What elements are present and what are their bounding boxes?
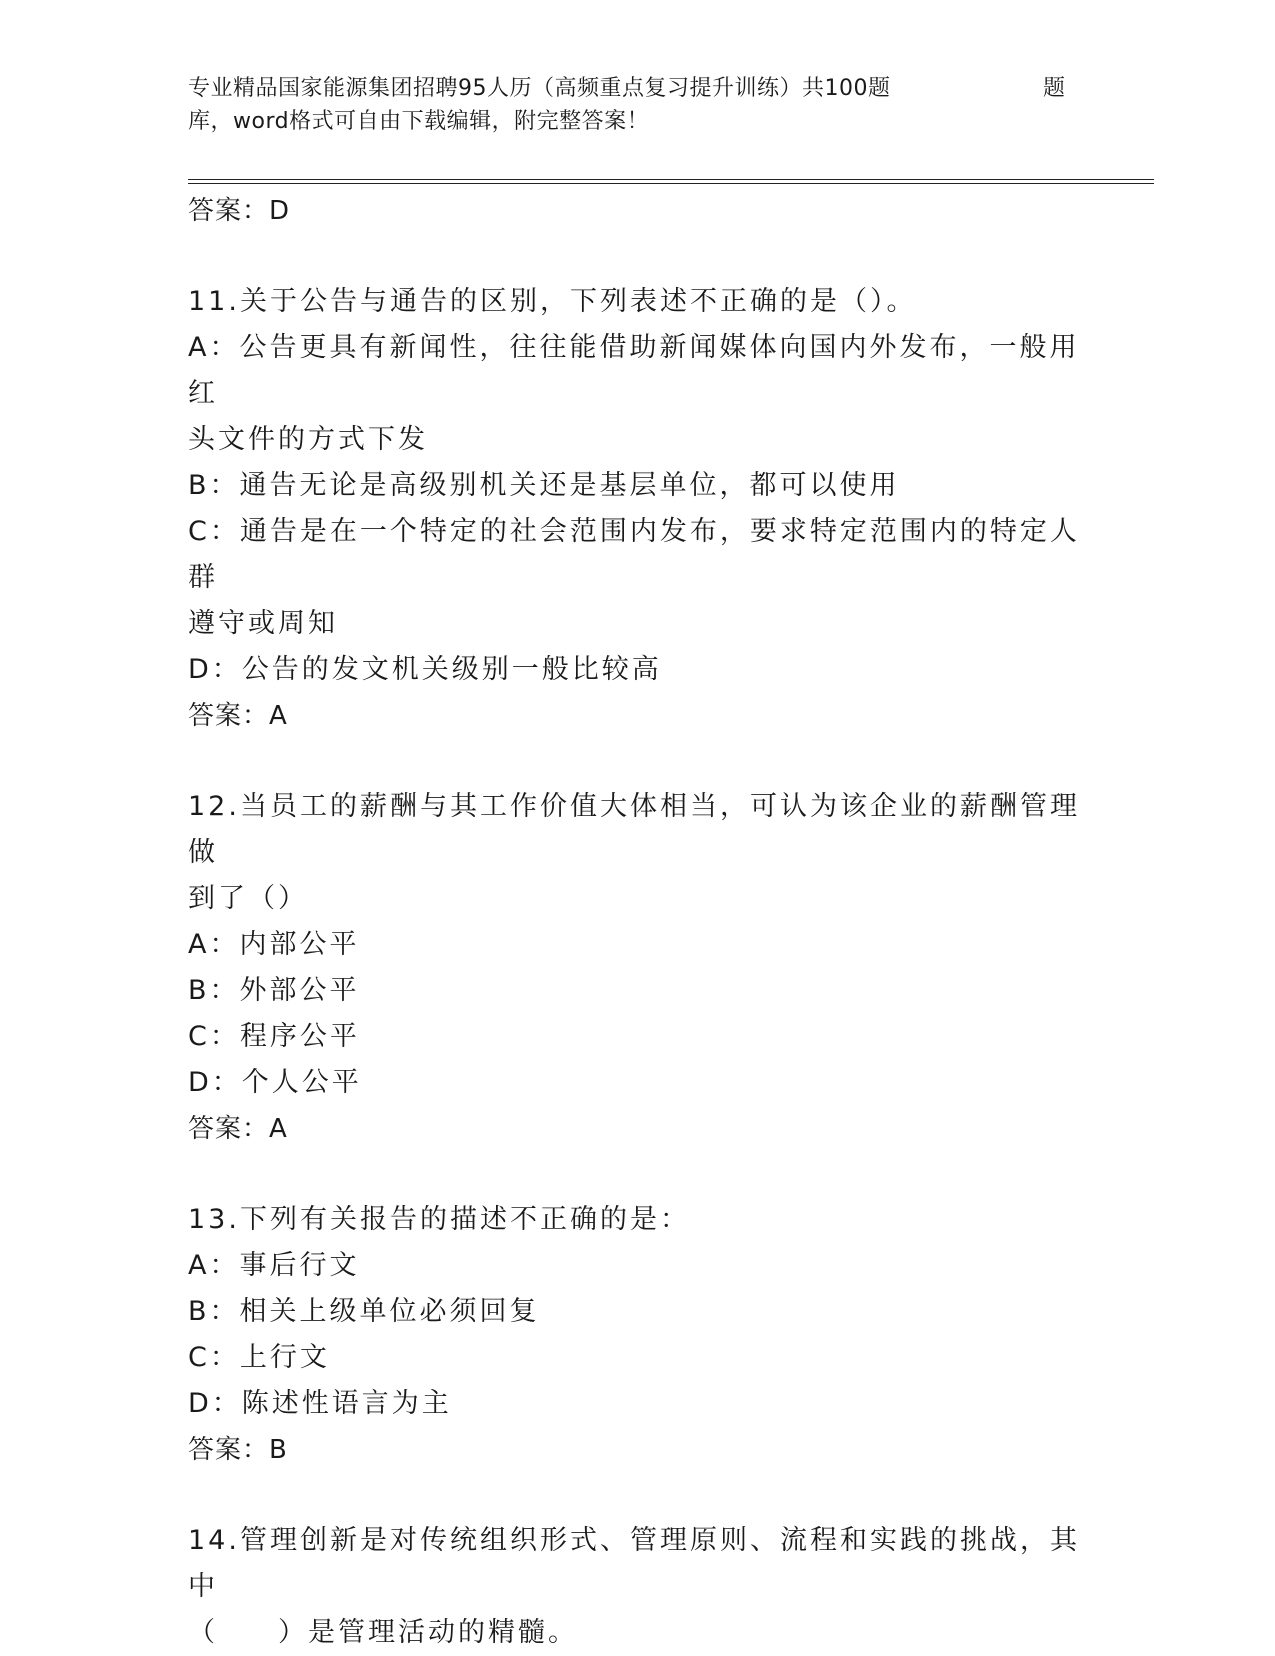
question-stem: 14.管理创新是对传统组织形式、管理原则、流程和实践的挑战，其中 xyxy=(188,1525,1080,1602)
option-line: 遵守或周知 xyxy=(188,608,338,639)
option-line: D：个人公平 xyxy=(188,1067,362,1098)
header-line-2: 库，word格式可自由下载编辑，附完整答案！ xyxy=(188,109,650,134)
answer-label: 答案：A xyxy=(188,1114,288,1144)
question-block xyxy=(188,784,1108,1152)
option-line: C：通告是在一个特定的社会范围内发布，要求特定范围内的特定人群 xyxy=(188,516,1080,593)
document-header xyxy=(188,72,1088,138)
option-line: D：公告的发文机关级别一般比较高 xyxy=(188,654,662,685)
option-line: 头文件的方式下发 xyxy=(188,424,428,455)
option-line: D：陈述性语言为主 xyxy=(188,1388,452,1419)
question-stem: 13.下列有关报告的描述不正确的是： xyxy=(188,1204,690,1235)
question-block xyxy=(188,1518,1108,1656)
option-line: B：通告无论是高级别机关还是基层单位，都可以使用 xyxy=(188,470,900,501)
option-line: C：程序公平 xyxy=(188,1021,360,1052)
header-title-trail: 题 xyxy=(1043,76,1066,101)
question-stem: 到了（） xyxy=(188,883,308,914)
option-line: B：外部公平 xyxy=(188,975,360,1006)
answer-label: 答案：A xyxy=(188,701,288,731)
header-divider-top xyxy=(188,179,1154,180)
question-spacer xyxy=(188,234,1108,279)
question-list xyxy=(188,188,1108,1656)
header-title: 专业精品国家能源集团招聘95人历（高频重点复习提升训练）共100题 xyxy=(188,76,891,101)
answer-label: 答案：B xyxy=(188,1435,288,1465)
header-divider-bottom xyxy=(188,183,1154,184)
question-stem: （ ）是管理活动的精髓。 xyxy=(188,1617,578,1648)
question-spacer xyxy=(188,1152,1108,1197)
question-stem: 12.当员工的薪酬与其工作价值大体相当，可认为该企业的薪酬管理做 xyxy=(188,791,1080,868)
question-block xyxy=(188,279,1108,739)
option-line: A：公告更具有新闻性，往往能借助新闻媒体向国内外发布，一般用红 xyxy=(188,332,1080,409)
question-spacer xyxy=(188,1473,1108,1518)
question-spacer xyxy=(188,739,1108,784)
option-line: B：相关上级单位必须回复 xyxy=(188,1296,540,1327)
option-line: A：内部公平 xyxy=(188,929,360,960)
answer-label: 答案：D xyxy=(188,196,291,226)
header-line-1 xyxy=(188,72,1088,105)
option-line: A：事后行文 xyxy=(188,1250,360,1281)
question-block xyxy=(188,1197,1108,1473)
question-stem: 11.关于公告与通告的区别，下列表述不正确的是（）。 xyxy=(188,286,917,317)
option-line: C：上行文 xyxy=(188,1342,330,1373)
